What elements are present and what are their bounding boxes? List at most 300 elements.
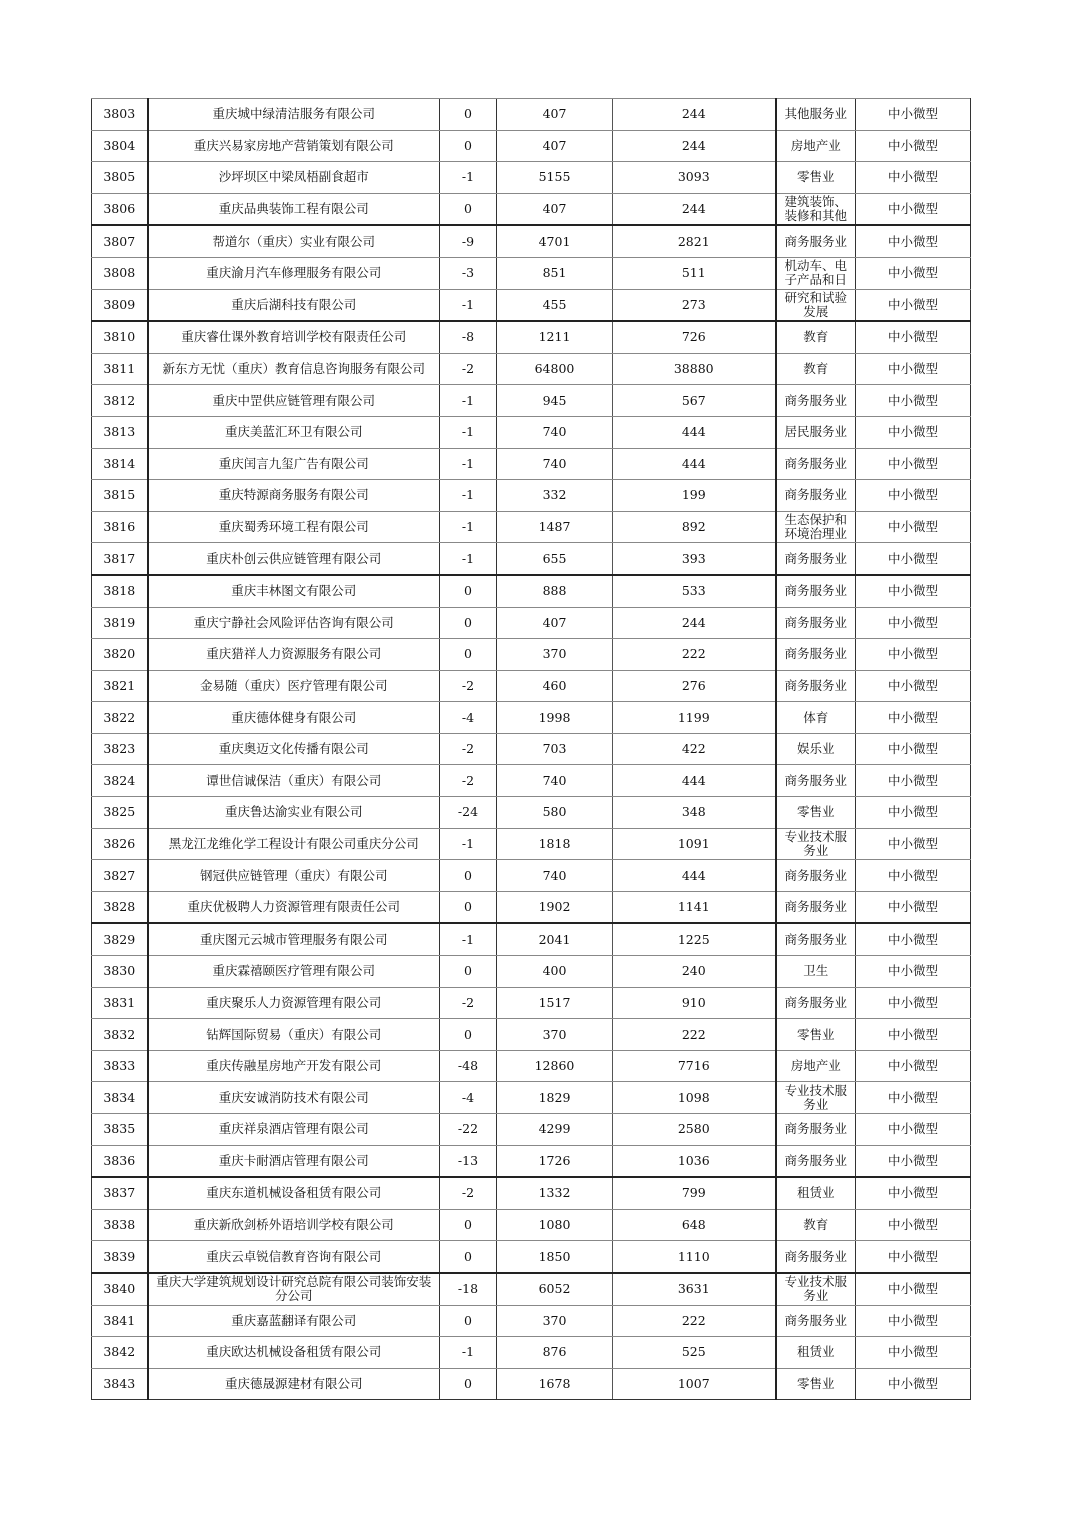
value-a-cell: 1818 [497,828,613,860]
industry-cell: 商务服务业 [776,1305,856,1337]
company-name-cell: 重庆欧达机械设备租赁有限公司 [148,1337,440,1369]
row-number-cell: 3841 [92,1305,148,1337]
row-number-cell: 3818 [92,575,148,607]
value-a-cell: 1850 [497,1241,613,1273]
value-a-cell: 945 [497,385,613,417]
industry-cell [776,257,856,289]
enterprise-type-cell: 中小微型 [856,797,971,829]
value-a-cell: 12860 [497,1050,613,1082]
table-row [92,257,971,289]
company-name-cell-text: 重庆大学建筑规划设计研究总院有限公司装饰安装分公司 [156,1275,432,1304]
industry-cell: 居民服务业 [776,416,856,448]
table-row [92,797,971,829]
industry-cell [776,289,856,321]
change-cell: 0 [440,1241,497,1273]
value-b-cell: 444 [613,860,776,892]
company-name-cell: 钢冠供应链管理（重庆）有限公司 [148,860,440,892]
change-cell: 0 [440,860,497,892]
change-cell: 0 [440,639,497,671]
company-name-cell: 重庆美蓝汇环卫有限公司 [148,416,440,448]
value-b-cell: 444 [613,448,776,480]
value-b-cell: 273 [613,289,776,321]
industry-cell: 商务服务业 [776,765,856,797]
company-name-cell: 重庆猎祥人力资源服务有限公司 [148,639,440,671]
row-number-cell: 3842 [92,1337,148,1369]
enterprise-type-cell: 中小微型 [856,607,971,639]
enterprise-type-cell: 中小微型 [856,639,971,671]
industry-cell: 商务服务业 [776,575,856,607]
table-row [92,1368,971,1400]
value-b-cell: 444 [613,765,776,797]
table-row [92,860,971,892]
value-b-cell: 3093 [613,162,776,194]
industry-cell: 卫生 [776,956,856,988]
value-a-cell: 407 [497,130,613,162]
change-cell: 0 [440,1209,497,1241]
company-name-cell: 重庆蜀秀环境工程有限公司 [148,511,440,543]
change-cell: 0 [440,130,497,162]
industry-cell-text: 生态保护和环境治理业 [784,513,847,542]
table-row [92,193,971,225]
value-b-cell: 3631 [613,1273,776,1305]
row-number-cell: 3843 [92,1368,148,1400]
enterprise-type-cell: 中小微型 [856,353,971,385]
table-row [92,321,971,353]
value-a-cell: 851 [497,257,613,289]
row-number-cell: 3832 [92,1019,148,1051]
table-row [92,1145,971,1177]
value-a-cell: 655 [497,543,613,575]
row-number-cell: 3820 [92,639,148,671]
table-row [92,385,971,417]
company-name-cell: 帮道尔（重庆）实业有限公司 [148,225,440,257]
table-row [92,448,971,480]
value-b-cell: 444 [613,416,776,448]
change-cell: -4 [440,1082,497,1114]
industry-cell: 商务服务业 [776,607,856,639]
table-row [92,1305,971,1337]
row-number-cell: 3816 [92,511,148,543]
value-a-cell: 332 [497,480,613,512]
industry-cell: 商务服务业 [776,1241,856,1273]
value-b-cell: 222 [613,639,776,671]
enterprise-type-cell: 中小微型 [856,385,971,417]
change-cell: -1 [440,448,497,480]
value-b-cell: 240 [613,956,776,988]
table-row [92,1337,971,1369]
value-a-cell: 2041 [497,923,613,955]
change-cell: 0 [440,1305,497,1337]
value-a-cell: 876 [497,1337,613,1369]
row-number-cell: 3836 [92,1145,148,1177]
value-a-cell: 740 [497,860,613,892]
industry-cell [776,511,856,543]
enterprise-type-cell: 中小微型 [856,1145,971,1177]
value-a-cell: 888 [497,575,613,607]
row-number-cell: 3822 [92,702,148,734]
change-cell: -2 [440,987,497,1019]
value-b-cell: 393 [613,543,776,575]
table-row [92,289,971,321]
value-a-cell: 400 [497,956,613,988]
table-row [92,575,971,607]
value-a-cell: 370 [497,639,613,671]
enterprise-type-cell: 中小微型 [856,987,971,1019]
row-number-cell: 3803 [92,99,148,131]
table-row [92,733,971,765]
industry-cell-text: 机动车、电子产品和日 [784,259,847,288]
industry-cell-text: 研究和试验发展 [784,290,847,319]
industry-cell: 租赁业 [776,1337,856,1369]
industry-cell [776,193,856,225]
enterprise-type-cell: 中小微型 [856,289,971,321]
value-a-cell: 1211 [497,321,613,353]
company-name-cell: 重庆安诚消防技术有限公司 [148,1082,440,1114]
table-body [92,99,971,1400]
row-number-cell: 3829 [92,923,148,955]
table-row [92,891,971,923]
row-number-cell: 3821 [92,670,148,702]
industry-cell: 商务服务业 [776,543,856,575]
change-cell: -2 [440,670,497,702]
value-b-cell: 7716 [613,1050,776,1082]
table-row [92,828,971,860]
change-cell: -22 [440,1114,497,1146]
company-name-cell: 重庆丰林图文有限公司 [148,575,440,607]
value-b-cell: 276 [613,670,776,702]
enterprise-type-cell: 中小微型 [856,1209,971,1241]
industry-cell: 教育 [776,1209,856,1241]
company-name-cell: 重庆奥迈文化传播有限公司 [148,733,440,765]
industry-cell: 零售业 [776,162,856,194]
value-a-cell: 703 [497,733,613,765]
row-number-cell: 3823 [92,733,148,765]
change-cell: -24 [440,797,497,829]
enterprise-type-cell: 中小微型 [856,1082,971,1114]
company-name-cell: 重庆传融星房地产开发有限公司 [148,1050,440,1082]
value-b-cell: 1225 [613,923,776,955]
enterprise-type-cell: 中小微型 [856,1305,971,1337]
change-cell: 0 [440,193,497,225]
enterprise-type-cell: 中小微型 [856,575,971,607]
company-name-cell: 黑龙江龙维化学工程设计有限公司重庆分公司 [148,828,440,860]
value-b-cell: 1036 [613,1145,776,1177]
value-a-cell: 460 [497,670,613,702]
table-row [92,670,971,702]
industry-cell: 体育 [776,702,856,734]
value-a-cell: 1517 [497,987,613,1019]
change-cell: -4 [440,702,497,734]
change-cell: -48 [440,1050,497,1082]
change-cell: -18 [440,1273,497,1305]
row-number-cell: 3830 [92,956,148,988]
enterprise-type-cell: 中小微型 [856,670,971,702]
row-number-cell: 3811 [92,353,148,385]
row-number-cell: 3807 [92,225,148,257]
value-b-cell: 892 [613,511,776,543]
value-b-cell: 511 [613,257,776,289]
company-name-cell: 重庆优极聘人力资源管理有限责任公司 [148,891,440,923]
industry-cell: 租赁业 [776,1177,856,1209]
change-cell: -8 [440,321,497,353]
value-b-cell: 244 [613,130,776,162]
change-cell: -1 [440,828,497,860]
value-a-cell: 64800 [497,353,613,385]
table-row [92,923,971,955]
change-cell: 0 [440,99,497,131]
value-b-cell: 533 [613,575,776,607]
enterprise-type-cell: 中小微型 [856,702,971,734]
row-number-cell: 3825 [92,797,148,829]
value-b-cell: 244 [613,607,776,639]
enterprise-type-cell: 中小微型 [856,923,971,955]
value-b-cell: 38880 [613,353,776,385]
table-row [92,225,971,257]
value-b-cell: 222 [613,1019,776,1051]
table-row [92,1050,971,1082]
value-a-cell: 1487 [497,511,613,543]
company-name-cell: 重庆兴易家房地产营销策划有限公司 [148,130,440,162]
table-row [92,480,971,512]
value-a-cell: 740 [497,416,613,448]
industry-cell: 商务服务业 [776,448,856,480]
value-a-cell: 407 [497,607,613,639]
change-cell: -9 [440,225,497,257]
industry-cell: 商务服务业 [776,639,856,671]
value-b-cell: 199 [613,480,776,512]
enterprise-type-cell: 中小微型 [856,130,971,162]
company-name-cell: 重庆中罡供应链管理有限公司 [148,385,440,417]
company-name-cell: 钻辉国际贸易（重庆）有限公司 [148,1019,440,1051]
table-row [92,353,971,385]
enterprise-type-cell: 中小微型 [856,1368,971,1400]
enterprise-type-cell: 中小微型 [856,99,971,131]
value-b-cell: 1199 [613,702,776,734]
change-cell: -3 [440,257,497,289]
row-number-cell: 3814 [92,448,148,480]
enterprise-type-cell: 中小微型 [856,225,971,257]
value-b-cell: 648 [613,1209,776,1241]
enterprise-type-cell: 中小微型 [856,860,971,892]
company-name-cell: 重庆霖禧颐医疗管理有限公司 [148,956,440,988]
enterprise-type-cell: 中小微型 [856,321,971,353]
company-name-cell: 重庆闰言九玺广告有限公司 [148,448,440,480]
change-cell: 0 [440,891,497,923]
industry-cell-text: 专业技术服务业 [784,1275,847,1304]
industry-cell [776,1273,856,1305]
row-number-cell: 3815 [92,480,148,512]
value-a-cell: 455 [497,289,613,321]
industry-cell: 房地产业 [776,1050,856,1082]
data-table [91,98,971,1400]
company-name-cell: 重庆后湖科技有限公司 [148,289,440,321]
enterprise-type-cell: 中小微型 [856,1273,971,1305]
table-row [92,130,971,162]
company-name-cell: 重庆祥泉酒店管理有限公司 [148,1114,440,1146]
change-cell: -1 [440,480,497,512]
industry-cell: 商务服务业 [776,923,856,955]
value-a-cell: 407 [497,193,613,225]
table-row [92,99,971,131]
industry-cell: 零售业 [776,1019,856,1051]
table-row [92,765,971,797]
enterprise-type-cell: 中小微型 [856,162,971,194]
enterprise-type-cell: 中小微型 [856,480,971,512]
row-number-cell: 3840 [92,1273,148,1305]
value-b-cell: 1098 [613,1082,776,1114]
enterprise-type-cell: 中小微型 [856,543,971,575]
table-row [92,1273,971,1305]
value-a-cell: 1726 [497,1145,613,1177]
enterprise-type-cell: 中小微型 [856,733,971,765]
change-cell: -13 [440,1145,497,1177]
company-name-cell: 谭世信诚保洁（重庆）有限公司 [148,765,440,797]
row-number-cell: 3806 [92,193,148,225]
value-b-cell: 1007 [613,1368,776,1400]
table-row [92,956,971,988]
row-number-cell: 3839 [92,1241,148,1273]
row-number-cell: 3824 [92,765,148,797]
change-cell: -1 [440,923,497,955]
row-number-cell: 3819 [92,607,148,639]
enterprise-type-cell: 中小微型 [856,193,971,225]
enterprise-type-cell: 中小微型 [856,765,971,797]
value-b-cell: 567 [613,385,776,417]
enterprise-type-cell: 中小微型 [856,1177,971,1209]
change-cell: 0 [440,956,497,988]
table-row [92,162,971,194]
industry-cell: 零售业 [776,1368,856,1400]
change-cell: -1 [440,385,497,417]
value-a-cell: 1080 [497,1209,613,1241]
table-row [92,416,971,448]
value-a-cell: 1332 [497,1177,613,1209]
company-name-cell: 重庆图元云城市管理服务有限公司 [148,923,440,955]
industry-cell: 其他服务业 [776,99,856,131]
industry-cell: 商务服务业 [776,1145,856,1177]
row-number-cell: 3817 [92,543,148,575]
value-b-cell: 910 [613,987,776,1019]
table-row [92,1177,971,1209]
value-a-cell: 6052 [497,1273,613,1305]
value-a-cell: 407 [497,99,613,131]
enterprise-type-cell: 中小微型 [856,448,971,480]
change-cell: -1 [440,289,497,321]
row-number-cell: 3827 [92,860,148,892]
table-row [92,1019,971,1051]
table-row [92,987,971,1019]
enterprise-type-cell: 中小微型 [856,828,971,860]
value-a-cell: 4299 [497,1114,613,1146]
company-name-cell: 重庆朴创云供应链管理有限公司 [148,543,440,575]
enterprise-type-cell: 中小微型 [856,257,971,289]
row-number-cell: 3831 [92,987,148,1019]
industry-cell: 商务服务业 [776,891,856,923]
value-b-cell: 244 [613,193,776,225]
row-number-cell: 3838 [92,1209,148,1241]
change-cell: -2 [440,353,497,385]
company-name-cell: 重庆卡耐酒店管理有限公司 [148,1145,440,1177]
industry-cell [776,828,856,860]
row-number-cell: 3833 [92,1050,148,1082]
value-b-cell: 726 [613,321,776,353]
table-row [92,702,971,734]
enterprise-type-cell: 中小微型 [856,956,971,988]
row-number-cell: 3835 [92,1114,148,1146]
change-cell: -2 [440,733,497,765]
company-name-cell [148,1273,440,1305]
row-number-cell: 3805 [92,162,148,194]
value-b-cell: 222 [613,1305,776,1337]
company-name-cell: 重庆特源商务服务有限公司 [148,480,440,512]
row-number-cell: 3837 [92,1177,148,1209]
value-b-cell: 1091 [613,828,776,860]
company-name-cell: 重庆德体健身有限公司 [148,702,440,734]
industry-cell: 商务服务业 [776,480,856,512]
industry-cell-text: 专业技术服务业 [784,1083,847,1112]
table-row [92,543,971,575]
industry-cell: 娱乐业 [776,733,856,765]
change-cell: -2 [440,765,497,797]
change-cell: 0 [440,1019,497,1051]
industry-cell [776,1082,856,1114]
company-name-cell: 重庆宁静社会风险评估咨询有限公司 [148,607,440,639]
row-number-cell: 3826 [92,828,148,860]
value-a-cell: 370 [497,1305,613,1337]
value-b-cell: 1110 [613,1241,776,1273]
enterprise-type-cell: 中小微型 [856,511,971,543]
enterprise-type-cell: 中小微型 [856,1241,971,1273]
change-cell: -1 [440,511,497,543]
row-number-cell: 3810 [92,321,148,353]
value-b-cell: 244 [613,99,776,131]
company-name-cell: 沙坪坝区中梁凤梧副食超市 [148,162,440,194]
change-cell: -1 [440,162,497,194]
value-a-cell: 740 [497,448,613,480]
company-name-cell: 重庆品典装饰工程有限公司 [148,193,440,225]
change-cell: 0 [440,607,497,639]
row-number-cell: 3813 [92,416,148,448]
company-name-cell: 重庆鲁达渝实业有限公司 [148,797,440,829]
company-name-cell: 金易随（重庆）医疗管理有限公司 [148,670,440,702]
company-name-cell: 重庆聚乐人力资源管理有限公司 [148,987,440,1019]
company-name-cell: 新东方无忧（重庆）教育信息咨询服务有限公司 [148,353,440,385]
industry-cell: 教育 [776,321,856,353]
company-name-cell: 重庆德晟源建材有限公司 [148,1368,440,1400]
value-b-cell: 525 [613,1337,776,1369]
table-row [92,1209,971,1241]
value-a-cell: 740 [497,765,613,797]
value-b-cell: 799 [613,1177,776,1209]
industry-cell: 商务服务业 [776,670,856,702]
industry-cell: 商务服务业 [776,860,856,892]
enterprise-type-cell: 中小微型 [856,1019,971,1051]
value-a-cell: 1678 [497,1368,613,1400]
change-cell: 0 [440,1368,497,1400]
industry-cell: 商务服务业 [776,225,856,257]
enterprise-type-cell: 中小微型 [856,1050,971,1082]
value-b-cell: 348 [613,797,776,829]
enterprise-type-cell: 中小微型 [856,1337,971,1369]
value-b-cell: 1141 [613,891,776,923]
industry-cell: 商务服务业 [776,1114,856,1146]
value-a-cell: 4701 [497,225,613,257]
enterprise-type-cell: 中小微型 [856,1114,971,1146]
table-row [92,1082,971,1114]
row-number-cell: 3834 [92,1082,148,1114]
enterprise-type-cell: 中小微型 [856,416,971,448]
value-a-cell: 370 [497,1019,613,1051]
